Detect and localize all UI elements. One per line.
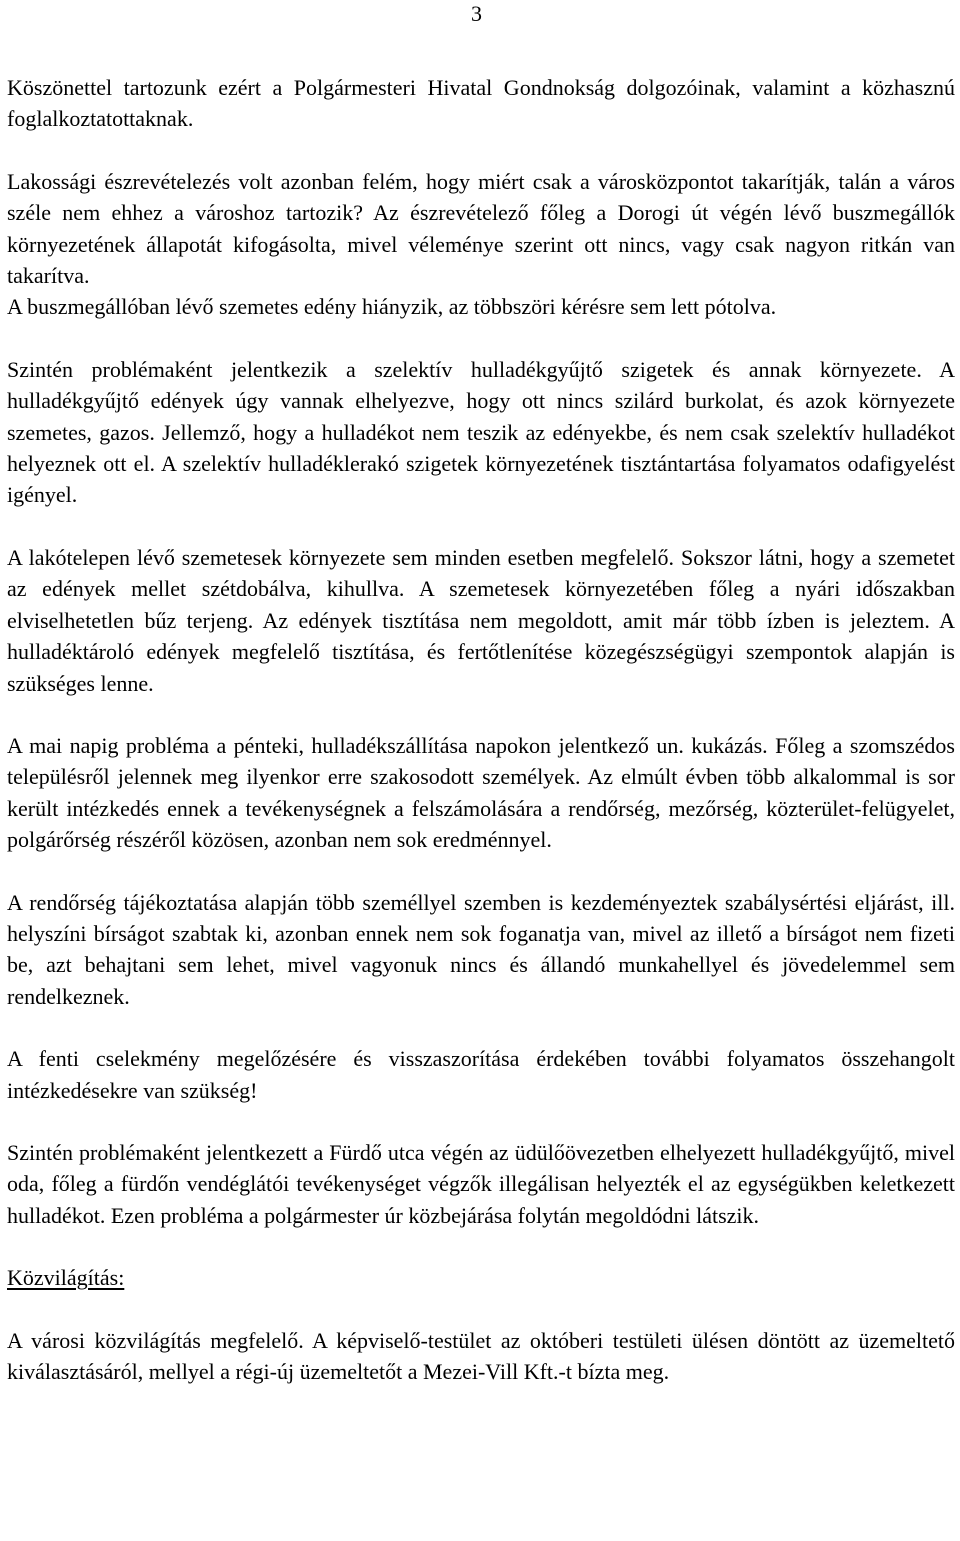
paragraph-selective-collection: Szintén problémaként jelentkezik a szelektív hulladékgyűjtő szigetek és annak környezete. A hulladékgyűjtő edények úgy vannak elhelyezve, hogy ott nincs szilárd burkolat, és azok környezete szemetes, gazos. Jellemző, hogy a hulladékot nem teszik az edényekbe, és nem csak szelektív hulladékot helyeznek ott el. A szelektív hulladéklerakó szigetek környezetének tisztántartása folyamatos odafigyelést igényel.: [7, 356, 955, 508]
paragraph-scavenging: A mai napig probléma a pénteki, hulladékszállítása napokon jelentkező un. kukázás. Főleg a szomszédos településről jelennek meg ilyenkor erre szakosodott személyek. Az elmúlt évben több alkalommal is sor került intézkedés ennek a tevékenységnek a felszámolására a rendőrség, mezőrség, közterület-felügyelet, polgárőrség részéről közösen, azonban nem sok eredménnyel.: [7, 732, 955, 853]
paragraph-housing-estate-bins: A lakótelepen lévő szemetesek környezete sem minden esetben megfelelő. Sokszor látni, hogy a szemetet az edények mellet szétdobálva, kihullva. A szemetesek környezetében főleg a nyári időszakban elviselhetetlen bűz terjeng. Az edények tisztítása nem megoldott, amit már több ízben is jeleztem. A hulladéktároló edények megfelelő tisztítása, és fertőtlenítése közegészségügyi szempontok alapján is szükséges lenne.: [7, 544, 955, 696]
paragraph-resident-complaint: Lakossági észrevételezés volt azonban felém, hogy miért csak a városközpontot takarítják, talán a város széle nem ehhez a városhoz tartozik? Az észrevételező főleg a Dorogi út végén lévő buszmegállók környezetének állapotát kifogásolta, mivel véleménye szerint ott nincs, vagy csak nagyon ritkán van takarítva.: [7, 168, 955, 289]
paragraph-public-lighting: A városi közvilágítás megfelelő. A képviselő-testület az októberi testületi ülésen döntött az üzemeltető kiválasztásáról, mellyel a régi-új üzemeltetőt a Mezei-Vill Kft.-t bízta meg.: [7, 1327, 955, 1384]
document-body: [7, 72, 955, 1387]
page-number: 3: [471, 1, 482, 26]
paragraph-police-info: A rendőrség tájékoztatása alapján több személlyel szemben is kezdeményeztek szabálysértési eljárást, ill. helyszíni bírságot szabtak ki, azonban ennek nem sok foganatja van, mivel az illető a bírságot nem fizeti be, azt behajtani sem lehet, mivel vagyonuk nincs és állandó munkahellyel és jövedelemmel sem rendelkeznek.: [7, 889, 955, 1009]
paragraph-furdo-street: Szintén problémaként jelentkezett a Fürdő utca végén az üdülőövezetben elhelyezett hulladékgyűjtő, mivel oda, főleg a fürdőn vendéglátói tevékenységet végzők illegálisan helyezték el az egységükben keletkezett hulladékot. Ezen probléma a polgármester úr közbejárása folytán megoldódni látszik.: [7, 1139, 955, 1228]
paragraph-prevention: A fenti cselekmény megelőzésére és visszaszorítása érdekében további folyamatos összehangolt intézkedésekre van szükség!: [7, 1046, 955, 1103]
section-heading-public-lighting: Közvilágítás:: [7, 1265, 125, 1291]
paragraph-bus-stop-bin: A buszmegállóban lévő szemetes edény hiányzik, az többszöri kérésre sem lett pótolva.: [7, 294, 777, 320]
paragraph-thanks: Köszönettel tartozunk ezért a Polgármesteri Hivatal Gondnokság dolgozóinak, valamint a közhasznú foglalkoztatottaknak.: [7, 75, 955, 132]
